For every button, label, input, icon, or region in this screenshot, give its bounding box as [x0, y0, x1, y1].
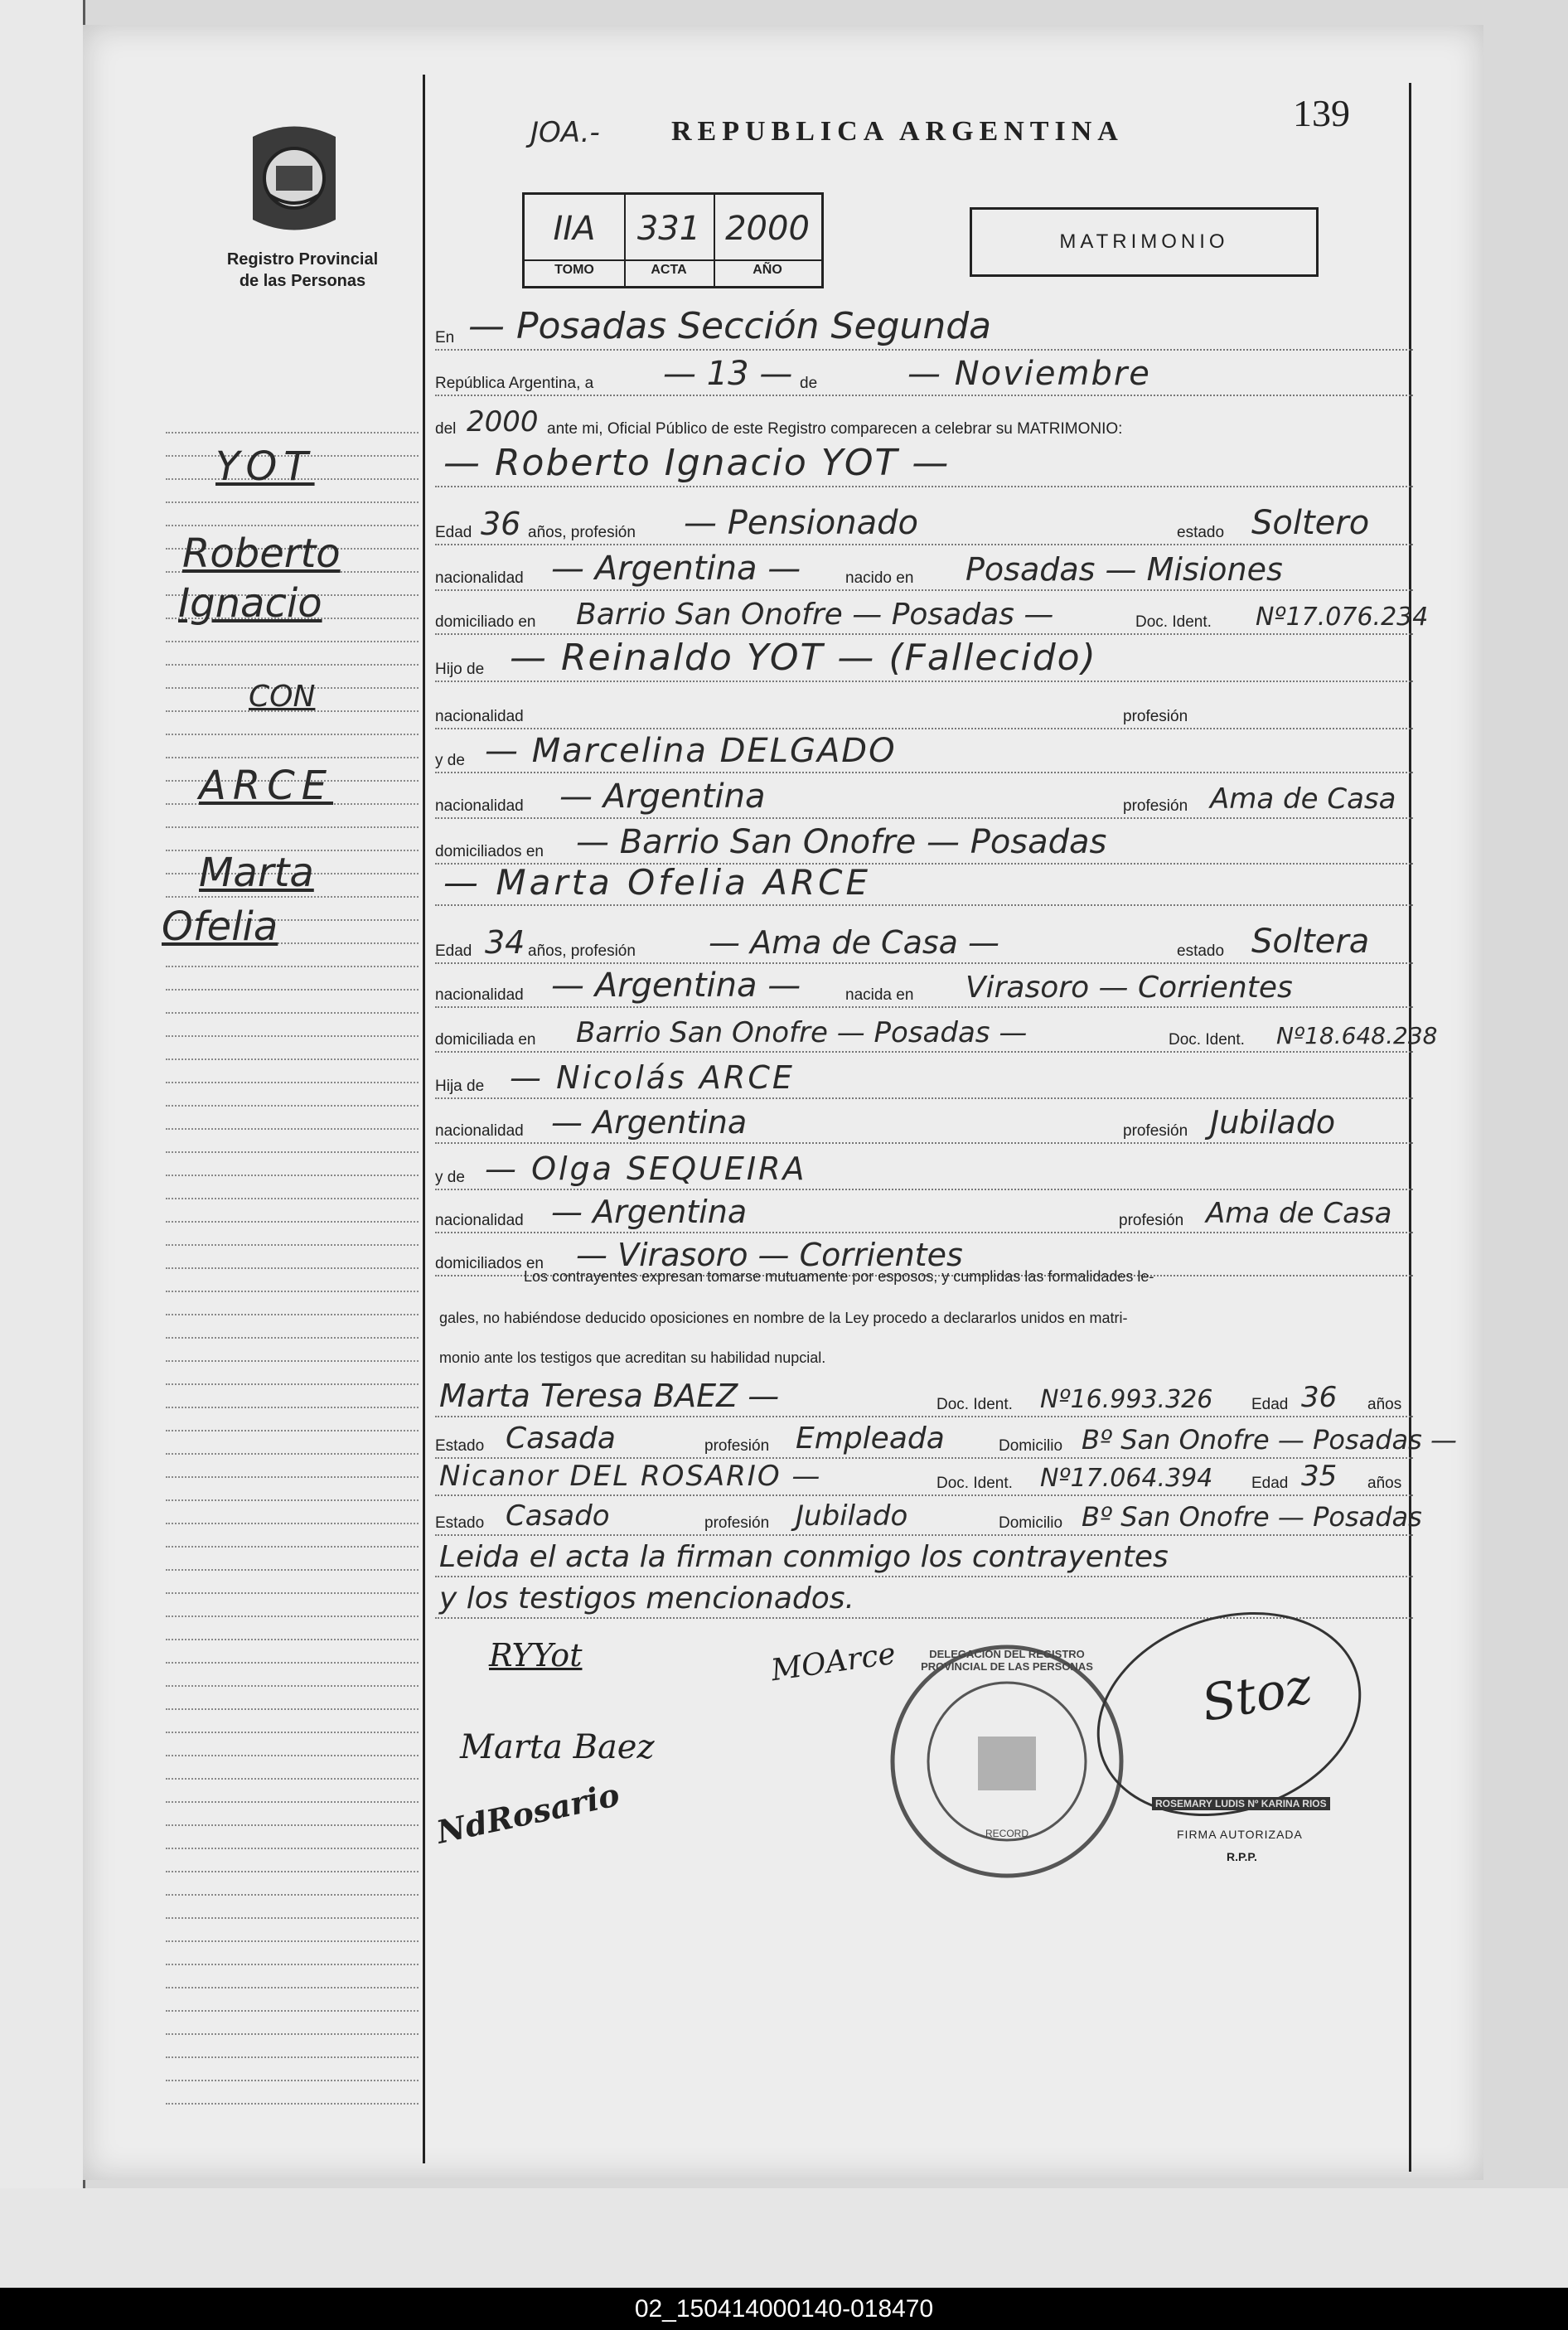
margin-ruled-line: [166, 1011, 419, 1014]
row-bride-nationality: [435, 968, 1413, 1008]
value-bride-mother: — Olga SEQUEIRA: [485, 1150, 807, 1187]
margin-ruled-line: [166, 826, 419, 828]
margin-ruled-line: [166, 1615, 419, 1617]
margin-ruled-line: [166, 1197, 419, 1199]
value-groom-mother: — Marcelina DELGADO: [485, 732, 897, 770]
tomo-value: IIA: [553, 210, 596, 248]
label-profesion: profesión: [1123, 708, 1188, 725]
value-witness1-name: Marta Teresa BAEZ —: [439, 1378, 780, 1414]
label-doc-ident: Doc. Ident.: [1135, 613, 1212, 631]
margin-ruled-line: [166, 988, 419, 991]
value-groom-address: Barrio San Onofre — Posadas —: [576, 598, 1054, 632]
margin-ruled-line: [166, 756, 419, 758]
value-year: 2000: [467, 405, 539, 438]
value-bride-nationality: — Argentina —: [551, 966, 801, 1005]
value-place: — Posadas Sección Segunda: [468, 305, 992, 347]
margin-ruled-line: [166, 2102, 419, 2105]
margin-ruled-line: [166, 2009, 419, 2012]
label-anos-profesion: años, profesión: [528, 942, 636, 960]
row-bride-father: [435, 1059, 1413, 1099]
margin-ruled-line: [166, 2032, 419, 2035]
row-bride-age: [435, 924, 1413, 964]
label-domiciliada-en: domiciliada en: [435, 1031, 536, 1049]
row-witness-1: [435, 1378, 1413, 1417]
label-estado: Estado: [435, 1514, 485, 1532]
margin-divider-line: [423, 75, 425, 2163]
label-nacionalidad: nacionalidad: [435, 1212, 524, 1229]
row-date: [435, 356, 1413, 396]
margin-firstname-bride-2: Ofelia: [162, 903, 278, 950]
signature-bride: MOArce: [768, 1636, 898, 1688]
margin-ruled-line: [166, 1684, 419, 1687]
label-profesion: profesión: [1123, 797, 1188, 815]
row-bride-name: [435, 862, 1413, 906]
value-bride-father-nat: — Argentina: [551, 1104, 748, 1141]
margin-firstname-groom-1: Roberto: [182, 530, 341, 577]
label-edad: Edad: [1251, 1396, 1289, 1413]
declaration-line-1: Los contrayentes expresan tomarse mutuamente por esposos, y cumplidas las formalidades le-: [524, 1268, 1154, 1285]
value-witness2-status: Casado: [506, 1499, 610, 1533]
document-type-box: [970, 207, 1319, 277]
label-domicilio: Domicilio: [999, 1437, 1063, 1455]
official-stamp-icon: [887, 1641, 1127, 1882]
value-bride-name: — Marta Ofelia ARCE: [443, 862, 872, 903]
ano-value: 2000: [725, 210, 810, 248]
margin-ruled-line: [166, 1800, 419, 1803]
label-nacionalidad: nacionalidad: [435, 569, 524, 587]
country-title: REPUBLICA ARGENTINA: [671, 116, 1124, 147]
value-witness2-addr: Bº San Onofre — Posadas: [1082, 1501, 1422, 1533]
value-bride-mother-prof: Ama de Casa: [1206, 1197, 1392, 1230]
row-groom-mother: [435, 734, 1413, 773]
margin-ruled-line: [166, 1220, 419, 1223]
margin-ruled-line: [166, 1174, 419, 1176]
value-groom-mother-prof: Ama de Casa: [1210, 782, 1396, 816]
value-witness2-name: Nicanor DEL ROSARIO —: [439, 1460, 822, 1493]
margin-firstname-groom-2: Ignacio: [178, 580, 322, 627]
label-doc-ident: Doc. Ident.: [936, 1475, 1013, 1492]
label-profesion: profesión: [704, 1514, 770, 1532]
value-groom-profession: — Pensionado: [684, 504, 918, 542]
label-y-de: y de: [435, 1169, 465, 1186]
label-profesion: profesión: [1123, 1122, 1188, 1140]
label-estado: estado: [1177, 524, 1225, 541]
row-bride-mother: [435, 1150, 1413, 1190]
registry-line-2: de las Personas: [239, 272, 366, 290]
value-witness1-status: Casada: [506, 1422, 616, 1456]
margin-surname-groom: YOT: [215, 443, 315, 490]
label-anos: años: [1367, 1475, 1402, 1492]
row-year: [435, 402, 1413, 442]
value-closing-1: Leida el acta la firman conmigo los contrayentes: [439, 1540, 1169, 1574]
value-bride-father: — Nicolás ARCE: [510, 1059, 795, 1096]
value-groom-nationality: — Argentina —: [551, 550, 801, 588]
margin-ruled-line: [166, 1522, 419, 1524]
label-nacionalidad: nacionalidad: [435, 986, 524, 1004]
signature-officer: Stoz: [1197, 1656, 1317, 1734]
label-profesion: profesión: [1119, 1212, 1184, 1229]
label-estado: estado: [1177, 942, 1225, 960]
acta-value: 331: [636, 210, 701, 248]
signature-witness-2: NdRosario: [433, 1775, 623, 1851]
label-y-de: y de: [435, 752, 465, 769]
margin-ruled-line: [166, 2079, 419, 2081]
value-witness2-prof: Jubilado: [796, 1499, 908, 1533]
margin-ruled-line: [166, 1568, 419, 1571]
lower-page-area: [0, 2188, 1568, 2288]
margin-ruled-line: [166, 1824, 419, 1826]
label-edad: Edad: [1251, 1475, 1289, 1492]
label-estado: Estado: [435, 1437, 485, 1455]
label-doc-ident: Doc. Ident.: [1169, 1031, 1245, 1049]
margin-ruled-line: [166, 1777, 419, 1780]
registry-logo-icon: [244, 120, 344, 236]
margin-ruled-line: [166, 1893, 419, 1896]
margin-ruled-line: [166, 1986, 419, 1988]
margin-firstname-bride-1: Marta: [199, 850, 314, 896]
signature-witness-1: Marta Baez: [460, 1728, 655, 1766]
value-groom-doc: Nº17.076.234: [1256, 603, 1429, 632]
row-groom-father: [435, 637, 1413, 682]
value-witness1-addr: Bº San Onofre — Posadas —: [1082, 1424, 1457, 1456]
label-hijo-de: Hijo de: [435, 661, 485, 678]
record-number-box: [522, 192, 824, 288]
value-bride-status: Soltera: [1251, 923, 1370, 961]
margin-ruled-line: [166, 1638, 419, 1640]
value-bride-birthplace: Virasoro — Corrientes: [965, 971, 1293, 1005]
value-day: — 13 —: [663, 355, 793, 393]
margin-ruled-line: [166, 1406, 419, 1408]
row-witness-2: [435, 1456, 1413, 1496]
margin-ruled-line: [166, 1290, 419, 1292]
label-domiciliados-en: domiciliados en: [435, 843, 544, 860]
margin-ruled-line: [166, 1475, 419, 1478]
row-groom-name: [435, 442, 1413, 487]
declaration-line-3: monio ante los testigos que acreditan su habilidad nupcial.: [439, 1349, 826, 1366]
label-de: de: [800, 375, 818, 392]
label-anos-profesion: años, profesión: [528, 524, 636, 541]
value-groom-father: — Reinaldo YOT — (Fallecido): [510, 637, 1097, 679]
page-number: 139: [1293, 92, 1350, 134]
row-bride-address: [435, 1013, 1438, 1053]
label-edad: Edad: [435, 524, 472, 541]
row-groom-father-nat: [435, 690, 1413, 729]
row-groom-address: [435, 595, 1429, 635]
value-witness2-doc: Nº17.064.394: [1040, 1464, 1213, 1493]
label-domiciliado-en: domiciliado en: [435, 613, 536, 631]
registry-line-1: Registro Provincial: [226, 250, 379, 269]
row-place: [435, 305, 1413, 351]
margin-ruled-line: [166, 1916, 419, 1919]
label-domiciliados-en: domiciliados en: [435, 1255, 544, 1272]
row-groom-mother-nat: [435, 779, 1413, 819]
value-bride-father-prof: Jubilado: [1210, 1104, 1336, 1141]
label-profesion: profesión: [704, 1437, 770, 1455]
label-nacida-en: nacida en: [845, 986, 914, 1004]
value-month: — Noviembre: [907, 355, 1151, 393]
acta-label: ACTA: [651, 263, 687, 277]
margin-ruled-line: [166, 1870, 419, 1872]
value-witness1-doc: Nº16.993.326: [1040, 1385, 1213, 1414]
label-en: En: [435, 329, 455, 346]
value-bride-address: Barrio San Onofre — Posadas —: [576, 1016, 1028, 1049]
margin-ruled-line: [166, 1940, 419, 1942]
stamp-official-name: ROSEMARY LUDIS Nº KARINA RIOS: [1152, 1797, 1330, 1810]
label-ante: ante mi, Oficial Público de este Registro comparecen a celebrar su MATRIMONIO:: [547, 420, 1123, 438]
margin-ruled-line: [166, 733, 419, 735]
declaration-line-2: gales, no habiéndose deducido oposiciones en nombre de la Ley procedo a declararlos unidos en matri-: [439, 1310, 1128, 1326]
value-groom-parents-address: — Barrio San Onofre — Posadas: [576, 823, 1107, 861]
margin-ruled-line: [166, 1731, 419, 1733]
label-nacionalidad: nacionalidad: [435, 708, 524, 725]
margin-ruled-line: [166, 1963, 419, 1965]
value-bride-age: 34: [485, 924, 525, 961]
row-witness-1-details: [435, 1419, 1457, 1459]
margin-ruled-line: [166, 1545, 419, 1548]
margin-ruled-line: [166, 640, 419, 642]
label-nacido-en: nacido en: [845, 569, 914, 587]
margin-ruled-line: [166, 1754, 419, 1756]
label-doc-ident: Doc. Ident.: [936, 1396, 1013, 1413]
margin-con: CON: [249, 680, 316, 714]
label-edad: Edad: [435, 942, 472, 960]
label-anos: años: [1367, 1396, 1402, 1413]
margin-ruled-line: [166, 1267, 419, 1269]
margin-ruled-line: [166, 1383, 419, 1385]
value-groom-age: 36: [481, 506, 521, 542]
label-nacionalidad: nacionalidad: [435, 797, 524, 815]
value-groom-birthplace: Posadas — Misiones: [965, 551, 1283, 588]
stamp-official-title: FIRMA AUTORIZADA: [1177, 1828, 1303, 1841]
margin-ruled-line: [166, 1452, 419, 1455]
margin-ruled-line: [166, 1661, 419, 1664]
margin-ruled-line: [166, 1034, 419, 1037]
margin-ruled-line: [166, 965, 419, 967]
margin-ruled-line: [166, 1708, 419, 1710]
margin-ruled-line: [166, 1243, 419, 1246]
margin-ruled-line: [166, 1336, 419, 1339]
stamp-ring-text: DELEGACION DEL REGISTRO PROVINCIAL DE LAS PERSONAS: [921, 1648, 1093, 1673]
margin-ruled-line: [166, 1081, 419, 1083]
tomo-label: TOMO: [554, 263, 594, 277]
value-bride-mother-nat: — Argentina: [551, 1194, 748, 1230]
stamp-official-office: R.P.P.: [1227, 1850, 1257, 1863]
signature-groom: RYYot: [489, 1637, 583, 1674]
header-code: JOA.-: [530, 116, 600, 149]
margin-ruled-line: [166, 1058, 419, 1060]
margin-ruled-line: [166, 1104, 419, 1107]
margin-ruled-line: [166, 2056, 419, 2058]
margin-ruled-line: [166, 431, 419, 434]
margin-surname-bride: ARCE: [199, 763, 334, 809]
row-groom-age: [435, 506, 1413, 545]
ano-label: AÑO: [753, 263, 782, 277]
registry-name: [199, 249, 406, 292]
label-republica: República Argentina, a: [435, 375, 594, 392]
value-groom-name: — Roberto Ignacio YOT —: [443, 442, 951, 484]
value-witness1-age: 36: [1301, 1381, 1338, 1414]
margin-ruled-line: [166, 1429, 419, 1431]
value-groom-mother-nat: — Argentina: [559, 777, 766, 816]
margin-ruled-line: [166, 1499, 419, 1501]
margin-ruled-line: [166, 663, 419, 666]
value-bride-parents-address: — Virasoro — Corrientes: [576, 1237, 963, 1273]
value-groom-status: Soltero: [1251, 504, 1370, 542]
row-groom-parents-address: [435, 825, 1413, 865]
margin-ruled-line: [166, 1150, 419, 1153]
left-page-edge: [0, 0, 85, 2188]
row-closing-1: [435, 1538, 1413, 1577]
value-witness1-prof: Empleada: [796, 1422, 945, 1456]
value-closing-2: y los testigos mencionados.: [439, 1582, 854, 1615]
row-bride-father-nat: [435, 1104, 1413, 1144]
margin-ruled-line: [166, 1847, 419, 1849]
row-bride-mother-nat: [435, 1194, 1413, 1233]
row-groom-nationality: [435, 551, 1413, 591]
footer-filename: 02_150414000140-018470: [0, 2288, 1568, 2330]
value-bride-doc: Nº18.648.238: [1276, 1022, 1438, 1049]
row-witness-2-details: [435, 1496, 1422, 1536]
label-del: del: [435, 420, 457, 438]
stamp-inner-text: RECORD: [985, 1828, 1028, 1839]
document-type: MATRIMONIO: [1059, 230, 1229, 253]
margin-ruled-line: [166, 524, 419, 526]
margin-ruled-line: [166, 1127, 419, 1130]
value-witness2-age: 35: [1301, 1460, 1338, 1493]
margin-ruled-line: [166, 1591, 419, 1594]
value-bride-profession: — Ama de Casa —: [709, 924, 1000, 961]
margin-ruled-line: [166, 1359, 419, 1362]
label-domicilio: Domicilio: [999, 1514, 1063, 1532]
margin-ruled-line: [166, 1313, 419, 1315]
label-nacionalidad: nacionalidad: [435, 1122, 524, 1140]
margin-ruled-line: [166, 501, 419, 503]
label-hija-de: Hija de: [435, 1078, 485, 1095]
